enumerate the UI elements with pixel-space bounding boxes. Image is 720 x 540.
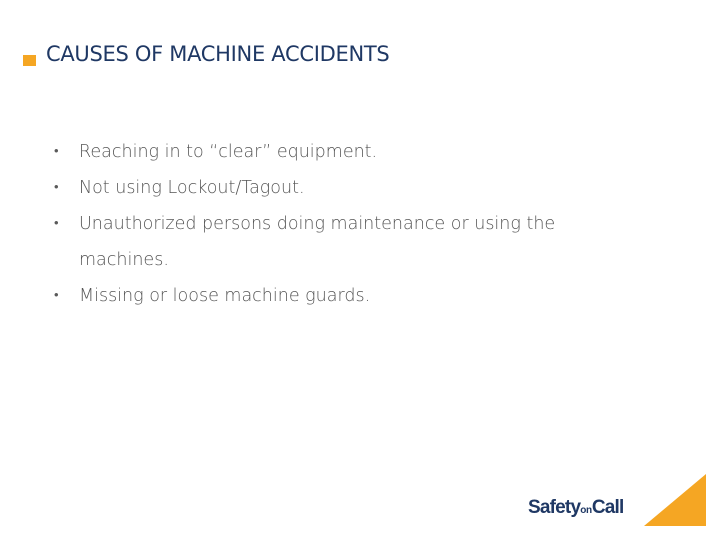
bullet-dot-icon: • bbox=[54, 180, 59, 195]
corner-triangle-decoration bbox=[644, 474, 706, 526]
logo-text-safety: Safety bbox=[528, 497, 581, 518]
bullet-text: Not using Lockout/Tagout. bbox=[79, 178, 305, 198]
bullet-dot-icon: • bbox=[54, 288, 59, 303]
bullet-text: Reaching in to “clear” equipment. bbox=[79, 142, 378, 162]
logo-text-on: on bbox=[580, 505, 592, 516]
title-accent-square bbox=[23, 55, 36, 66]
safety-on-call-logo bbox=[528, 497, 624, 519]
bullet-item bbox=[50, 206, 650, 278]
slide-title: CAUSES OF MACHINE ACCIDENTS bbox=[46, 42, 390, 66]
bullet-dot-icon: • bbox=[54, 216, 59, 231]
logo-text-call: Call bbox=[591, 497, 624, 518]
bullet-item bbox=[50, 134, 650, 170]
bullet-list bbox=[50, 134, 650, 314]
bullet-text: Unauthorized persons doing maintenance or using the machines. bbox=[79, 214, 556, 270]
bullet-text: Missing or loose machine guards. bbox=[79, 286, 371, 306]
bullet-dot-icon: • bbox=[54, 144, 59, 159]
bullet-item bbox=[50, 170, 650, 206]
bullet-item bbox=[50, 278, 650, 314]
